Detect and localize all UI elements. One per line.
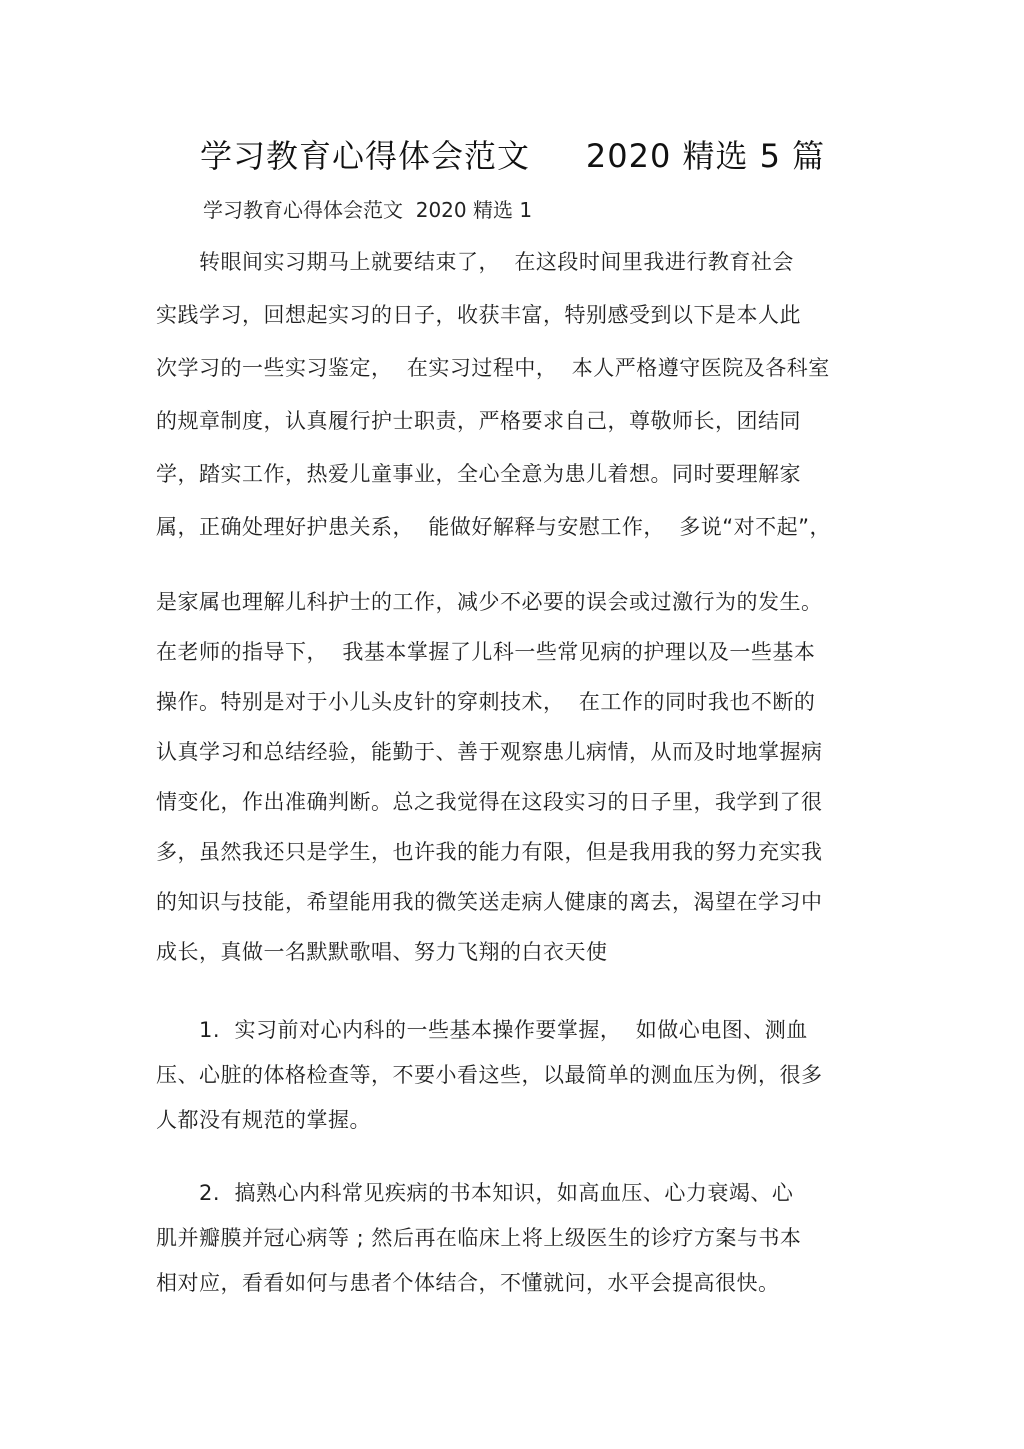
document-title: 学习教育心得体会范文 2020 精选 5 篇	[200, 137, 826, 175]
list-item-line: 相对应，看看如何与患者个体结合，不懂就问，水平会提高很快。	[156, 1271, 780, 1295]
paragraph-line: 的知识与技能，希望能用我的微笑送走病人健康的离去，渴望在学习中	[156, 890, 823, 914]
paragraph-line: 在老师的指导下， 我基本掌握了儿科一些常见病的护理以及一些基本	[156, 640, 816, 664]
paragraph-line: 实践学习，回想起实习的日子，收获丰富，特别感受到以下是本人此	[156, 303, 801, 327]
paragraph-line: 次学习的一些实习鉴定， 在实习过程中， 本人严格遵守医院及各科室	[156, 356, 830, 380]
paragraph-line: 学，踏实工作，热爱儿童事业，全心全意为患儿着想。同时要理解家	[156, 462, 801, 486]
list-item-line: 人都没有规范的掌握。	[156, 1108, 371, 1132]
section-heading: 学习教育心得体会范文 2020 精选 1	[203, 198, 533, 222]
paragraph-line: 多，虽然我还只是学生，也许我的能力有限，但是我用我的努力充实我	[156, 840, 823, 864]
list-item-line: 1. 实习前对心内科的一些基本操作要掌握， 如做心电图、测血	[156, 1018, 808, 1042]
paragraph-line: 认真学习和总结经验，能勤于、善于观察患儿病情，从而及时地掌握病	[156, 740, 823, 764]
paragraph-line: 的规章制度，认真履行护士职责，严格要求自己，尊敬师长，团结同	[156, 409, 801, 433]
paragraph-line: 成长，真做一名默默歌唱、努力飞翔的白衣天使	[156, 940, 608, 964]
list-item-line: 压、心脏的体格检查等，不要小看这些，以最简单的测血压为例，很多	[156, 1063, 823, 1087]
list-item-line: 2. 搞熟心内科常见疾病的书本知识，如高血压、心力衰竭、心	[156, 1181, 794, 1205]
paragraph-line: 转眼间实习期马上就要结束了， 在这段时间里我进行教育社会	[156, 250, 794, 274]
paragraph-line: 情变化，作出准确判断。总之我觉得在这段实习的日子里，我学到了很	[156, 790, 823, 814]
paragraph-line: 属，正确处理好护患关系， 能做好解释与安慰工作， 多说“对不起”，	[156, 515, 831, 539]
paragraph-line: 是家属也理解儿科护士的工作，减少不必要的误会或过激行为的发生。	[156, 590, 823, 614]
list-item-line: 肌并瓣膜并冠心病等 ; 然后再在临床上将上级医生的诊疗方案与书本	[156, 1226, 802, 1250]
paragraph-line: 操作。特别是对于小儿头皮针的穿刺技术， 在工作的同时我也不断的	[156, 690, 816, 714]
